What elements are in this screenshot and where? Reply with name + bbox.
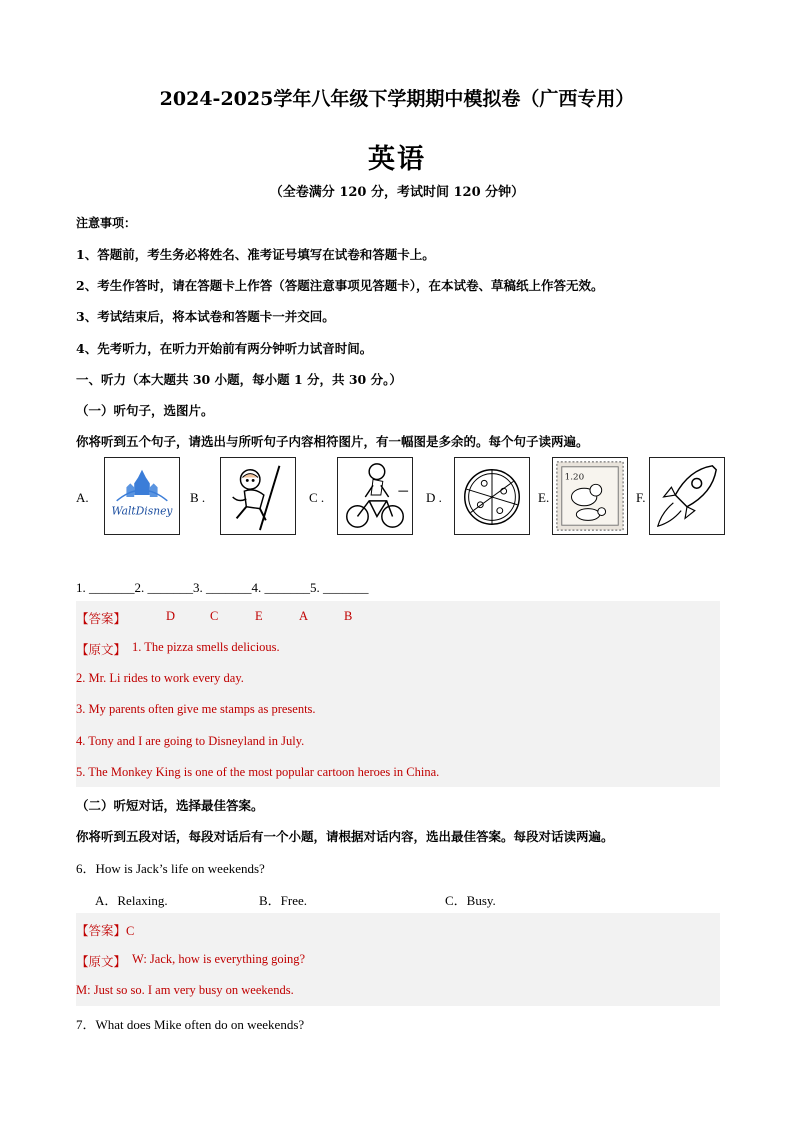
answer-2: C xyxy=(210,609,219,623)
part1-heading: （一）听句子，选图片。 xyxy=(76,403,214,418)
note-item-4: 4、先考听力，在听力开始前有两分钟听力试音时间。 xyxy=(76,341,373,356)
page-title: 2024-2025学年八年级下学期期中模拟卷（广西专用） xyxy=(159,88,635,110)
q6-script-line-1: W: Jack, how is everything going? xyxy=(132,952,306,966)
q6-script-label: 【原文】 xyxy=(76,955,127,969)
boy-riding-bike-icon xyxy=(337,457,413,535)
answer-5: B xyxy=(344,609,353,623)
q6-answer: 【答案】C xyxy=(76,924,135,938)
script-line-1: 1. The pizza smells delicious. xyxy=(132,640,280,654)
question-7: 7．What does Mike often do on weekends? xyxy=(76,1017,305,1032)
answer-1: D xyxy=(166,609,176,623)
notes-heading: 注意事项： xyxy=(76,216,137,230)
answer-3: E xyxy=(255,609,263,623)
q6-option-a: A．Relaxing. xyxy=(95,893,168,908)
section1-heading: 一、听力（本大题共 30 小题，每小题 1 分，共 30 分。） xyxy=(76,372,402,387)
answer-4: A xyxy=(299,609,309,623)
script-line-4: 4. Tony and I are going to Disneyland in July. xyxy=(76,734,305,748)
question-6: 6．How is Jack’s life on weekends? xyxy=(76,861,265,876)
svg-text:1.20: 1.20 xyxy=(564,472,585,483)
picture-label-f: F. xyxy=(636,490,646,505)
pizza-icon xyxy=(454,457,530,535)
picture-label-a: A. xyxy=(76,490,89,505)
q6-option-c: C．Busy. xyxy=(445,893,496,908)
script-label-part1: 【原文】 xyxy=(76,643,127,657)
part2-heading: （二）听短对话，选择最佳答案。 xyxy=(76,798,264,813)
disney-castle-logo-icon xyxy=(104,457,180,535)
script-line-3: 3. My parents often give me stamps as presents. xyxy=(76,702,316,716)
answer-label-part1: 【答案】 xyxy=(76,612,127,626)
monkey-king-icon xyxy=(220,457,296,535)
part1-instruction: 你将听到五个句子，请选出与所听句子内容相符图片，有一幅图是多余的。每个句子读两遍。 xyxy=(76,434,589,449)
rocket-icon xyxy=(649,457,725,535)
note-item-2: 2、考生作答时，请在答题卡上作答（答题注意事项见答题卡），在本试卷、草稿纸上作答无效。 xyxy=(76,278,604,293)
picture-label-d: D . xyxy=(426,490,442,505)
q6-option-b: B．Free. xyxy=(259,893,308,908)
stamp-icon xyxy=(552,457,628,535)
picture-label-e: E. xyxy=(538,490,550,505)
subject-heading: 英语 xyxy=(368,144,426,175)
picture-label-c: C . xyxy=(309,490,325,505)
note-item-3: 3、考试结束后，将本试卷和答题卡一并交回。 xyxy=(76,309,335,324)
part2-instruction: 你将听到五段对话，每段对话后有一个小题，请根据对话内容，选出最佳答案。每段对话读两遍。 xyxy=(76,829,614,844)
note-item-1: 1、答题前，考生务必将姓名、准考证号填写在试卷和答题卡上。 xyxy=(76,247,435,262)
answer-block-part1 xyxy=(76,601,720,787)
script-line-2: 2. Mr. Li rides to work every day. xyxy=(76,671,244,685)
picture-label-b: B . xyxy=(190,490,206,505)
q6-script-line-2: M: Just so so. I am very busy on weekends. xyxy=(76,983,294,997)
answer-blanks: 1. _______2. _______3. _______4. _______5. _______ xyxy=(76,580,369,595)
score-note: （全卷满分 120 分，考试时间 120 分钟） xyxy=(269,185,525,200)
svg-text:WaltDisney: WaltDisney xyxy=(111,504,173,518)
script-line-5: 5. The Monkey King is one of the most popular cartoon heroes in China. xyxy=(76,765,440,779)
